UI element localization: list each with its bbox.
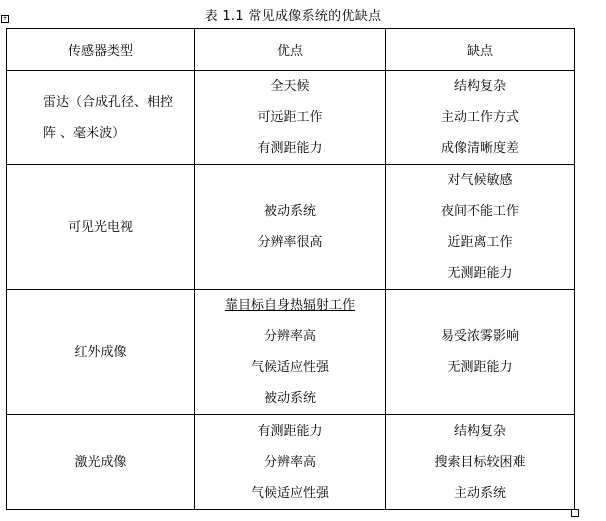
pro-item: 被动系统 xyxy=(263,204,316,219)
comparison-table xyxy=(6,28,575,510)
pro-item: 分辨率高 xyxy=(263,454,316,470)
table-header-row xyxy=(7,29,575,71)
con-item: 结构复杂 xyxy=(453,423,506,439)
sensor-text: 红外成像 xyxy=(74,344,127,360)
sensor-cell xyxy=(7,165,195,290)
sensor-text: 激光成像 xyxy=(74,454,127,470)
con-item: 搜索目标较困难 xyxy=(434,454,526,470)
sensor-text: 雷达（合成孔径、相控 xyxy=(43,94,174,110)
pro-item: 气候适应性强 xyxy=(250,360,329,375)
con-item: 易受浓雾影响 xyxy=(440,329,519,344)
sensor-text: 可见光电视 xyxy=(67,219,133,235)
con-item: 近距离工作 xyxy=(447,235,513,250)
pros-cell xyxy=(195,415,386,510)
table-row xyxy=(7,415,575,510)
table-row xyxy=(7,290,575,415)
cons-cell xyxy=(386,71,575,165)
table-row xyxy=(7,71,575,165)
con-item: 无测距能力 xyxy=(447,360,513,375)
pro-item: 可远距工作 xyxy=(257,110,323,125)
sensor-cell xyxy=(7,71,195,165)
pro-item: 靠目标自身热辐射工作 xyxy=(224,298,355,313)
pro-item: 有测距能力 xyxy=(257,423,323,439)
pros-cell xyxy=(195,165,386,290)
table-caption: 表 1.1 常见成像系统的优缺点 xyxy=(204,9,382,24)
pros-cell xyxy=(195,71,386,165)
con-item: 成像清晰度差 xyxy=(440,141,519,156)
cons-cell xyxy=(386,290,575,415)
pro-item: 气候适应性强 xyxy=(250,485,329,501)
con-item: 对气候敏感 xyxy=(447,173,513,188)
con-item: 夜间不能工作 xyxy=(440,204,519,219)
pro-item: 分辨率高 xyxy=(263,329,316,344)
cons-cell xyxy=(386,415,575,510)
cons-cell xyxy=(386,165,575,290)
sensor-text: 阵 、毫米波） xyxy=(43,125,126,141)
pro-item: 分辨率很高 xyxy=(257,235,323,250)
sensor-cell xyxy=(7,415,195,510)
pros-cell xyxy=(195,290,386,415)
con-item: 主动工作方式 xyxy=(440,110,519,125)
header-cons: 缺点 xyxy=(386,29,575,71)
pro-item: 全天候 xyxy=(270,79,310,94)
header-sensor-type: 传感器类型 xyxy=(7,29,195,71)
con-item: 结构复杂 xyxy=(453,79,506,94)
con-item: 无测距能力 xyxy=(447,266,513,281)
pro-item: 被动系统 xyxy=(263,391,316,406)
table-row xyxy=(7,165,575,290)
table-resize-handle[interactable] xyxy=(571,509,579,517)
con-item: 主动系统 xyxy=(453,485,506,501)
pro-item: 有测距能力 xyxy=(257,141,323,156)
table-move-handle[interactable]: + xyxy=(2,15,8,22)
header-pros: 优点 xyxy=(195,29,386,71)
sensor-cell xyxy=(7,290,195,415)
